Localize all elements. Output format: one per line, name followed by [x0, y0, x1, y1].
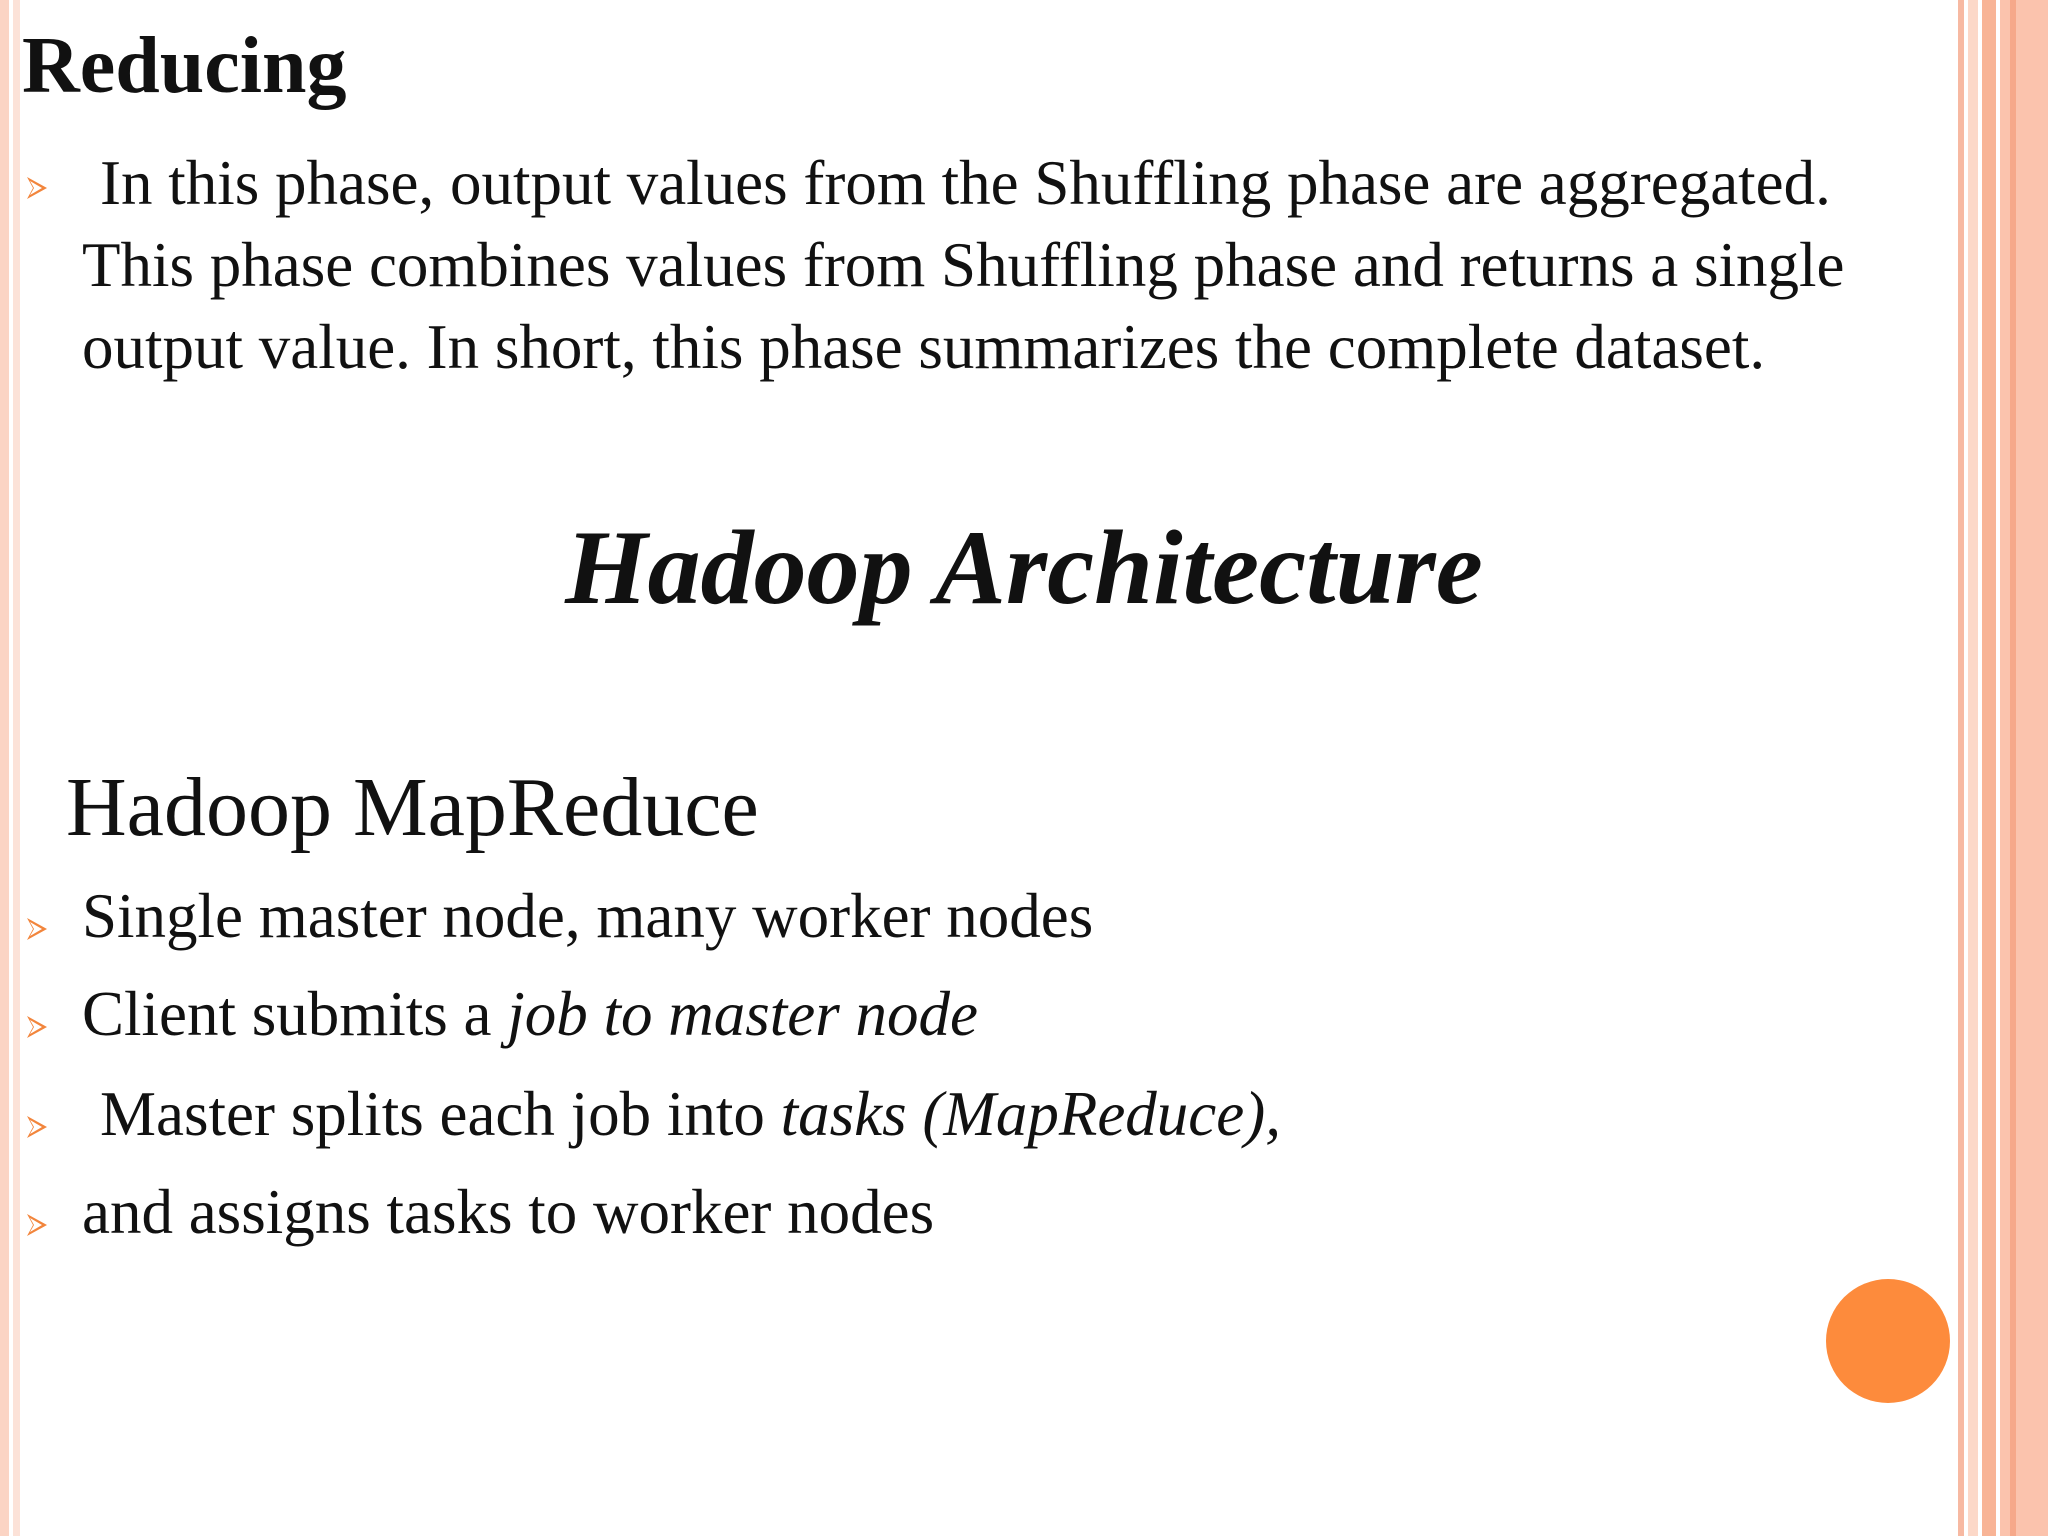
- subsection-title-hadoop-mapreduce: Hadoop MapReduce: [66, 761, 759, 854]
- arrowhead-bullet-icon: [25, 175, 49, 201]
- arrowhead-bullet-icon: [25, 916, 49, 942]
- bullet-item-3: [82, 1080, 1281, 1149]
- left-border-stripe: [0, 0, 9, 1536]
- arrowhead-bullet-icon: [25, 1114, 49, 1140]
- bullet-item-3-italic: tasks (MapReduce),: [780, 1079, 1281, 1149]
- section-title-reducing: Reducing: [22, 22, 347, 110]
- bullet-item-2-text: Client submits a: [82, 979, 508, 1049]
- right-border-stripe-5: [2010, 0, 2016, 1536]
- bullet-item-4: [82, 1178, 934, 1247]
- bullet-item-1: [82, 882, 1093, 951]
- reducing-description: [82, 142, 2002, 388]
- bullet-item-3-text: Master splits each job into: [100, 1079, 781, 1149]
- right-border-stripe-4: [2000, 0, 2048, 1536]
- orange-circle-decoration: [1826, 1279, 1950, 1403]
- arrowhead-bullet-icon: [25, 1212, 49, 1238]
- bullet-item-1-text: Single master node, many worker nodes: [82, 881, 1094, 951]
- main-title-hadoop-architecture: Hadoop Architecture: [565, 509, 1483, 626]
- left-border-inner-stripe: [13, 0, 20, 1536]
- paragraph-line-3: output value. In short, this phase summarizes the complete dataset.: [82, 312, 1766, 382]
- bullet-item-2-italic: job to master node: [507, 979, 978, 1049]
- paragraph-line-1: In this phase, output values from the Shuffling phase are aggregated.: [100, 148, 1831, 218]
- bullet-item-4-text: and assigns tasks to worker nodes: [82, 1177, 935, 1247]
- arrowhead-bullet-icon: [25, 1014, 49, 1040]
- paragraph-line-2: This phase combines values from Shuffling phase and returns a single: [82, 230, 1845, 300]
- bullet-item-2: [82, 980, 978, 1049]
